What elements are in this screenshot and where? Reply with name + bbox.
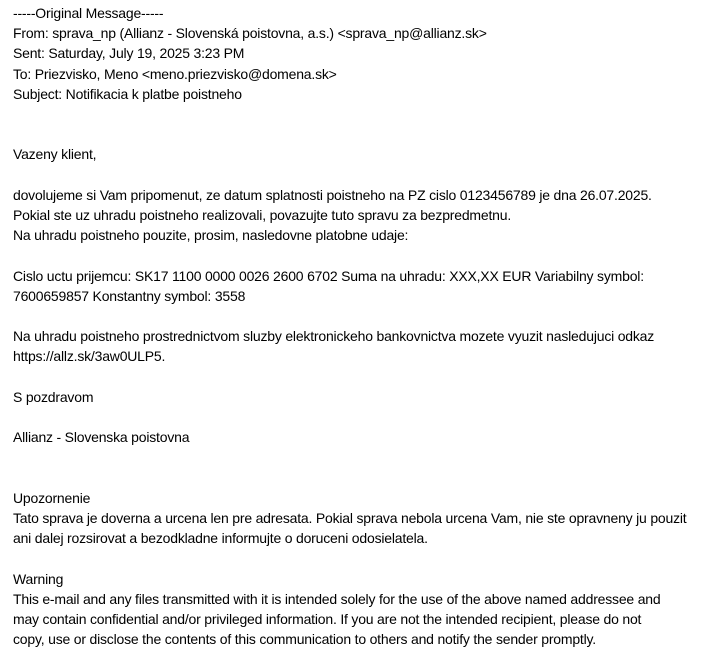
payment-link-line [13,346,728,366]
payment-details-line-2: 7600659857 Konstantny symbol: 3558 [13,287,246,304]
reminder-line-2: Pokial ste uz uhradu poistneho realizovali, povazujte tuto spravu za bezpredmetnu. [13,207,512,223]
payment-details-line-1: Cislo uctu prijemcu: SK17 1100 0000 0026 2600 6702 Suma na uhradu: XXX,XX EUR Variabilny symbol: [13,267,644,284]
signature: Allianz - Slovenska poistovna [13,429,190,446]
disclaimer-en-title: Warning [13,570,64,587]
to-line: To: Priezvisko, Meno <meno.priezvisko@domena.sk> [13,65,337,82]
from-line: From: sprava_np (Allianz - Slovenská poistovna, a.s.) <sprava_np@allianz.sk> [13,25,487,42]
original-message-separator: -----Original Message----- [13,5,164,21]
reminder-line-1: dovolujeme si Vam pripomenut, ze datum splatnosti poistneho na PZ cislo 0123456789 je dna 26.07.2025. [13,186,652,203]
disclaimer-en-line-3: copy, use or disclose the contents of this communication to others and notify the sender promptly. [13,631,596,648]
subject-line: Subject: Notifikacia k platbe poistneho [13,85,242,102]
closing: S pozdravom [13,388,94,405]
disclaimer-en-line-1: This e-mail and any files transmitted with it is intended solely for the use of the above named addressee and [13,590,661,607]
reminder-line-3: Na uhradu poistneho pouzite, prosim, nasledovne platobne udaje: [13,227,409,244]
ebanking-line: Na uhradu poistneho prostrednictvom sluzby elektronickeho bankovnictva mozete vyuzit nasledujuci odkaz [13,328,655,345]
disclaimer-en-line-2: may contain confidential and/or privileged information. If you are not the intended recipient, please do not [13,610,642,627]
salutation: Vazeny klient, [13,146,97,163]
payment-link-url[interactable]: https://allz.sk/3aw0ULP5. [13,348,166,365]
disclaimer-sk-line-2: ani dalej rozsirovat a bezodkladne informujte o doruceni odosielatela. [13,530,428,547]
disclaimer-sk-line-1: Tato sprava je doverna a urcena len pre adresata. Pokial sprava nebola urcena Vam, nie ste opravneny ju pouzit [13,509,687,526]
disclaimer-sk-title: Upozornenie [13,489,91,506]
sent-line: Sent: Saturday, July 19, 2025 3:23 PM [13,45,245,62]
